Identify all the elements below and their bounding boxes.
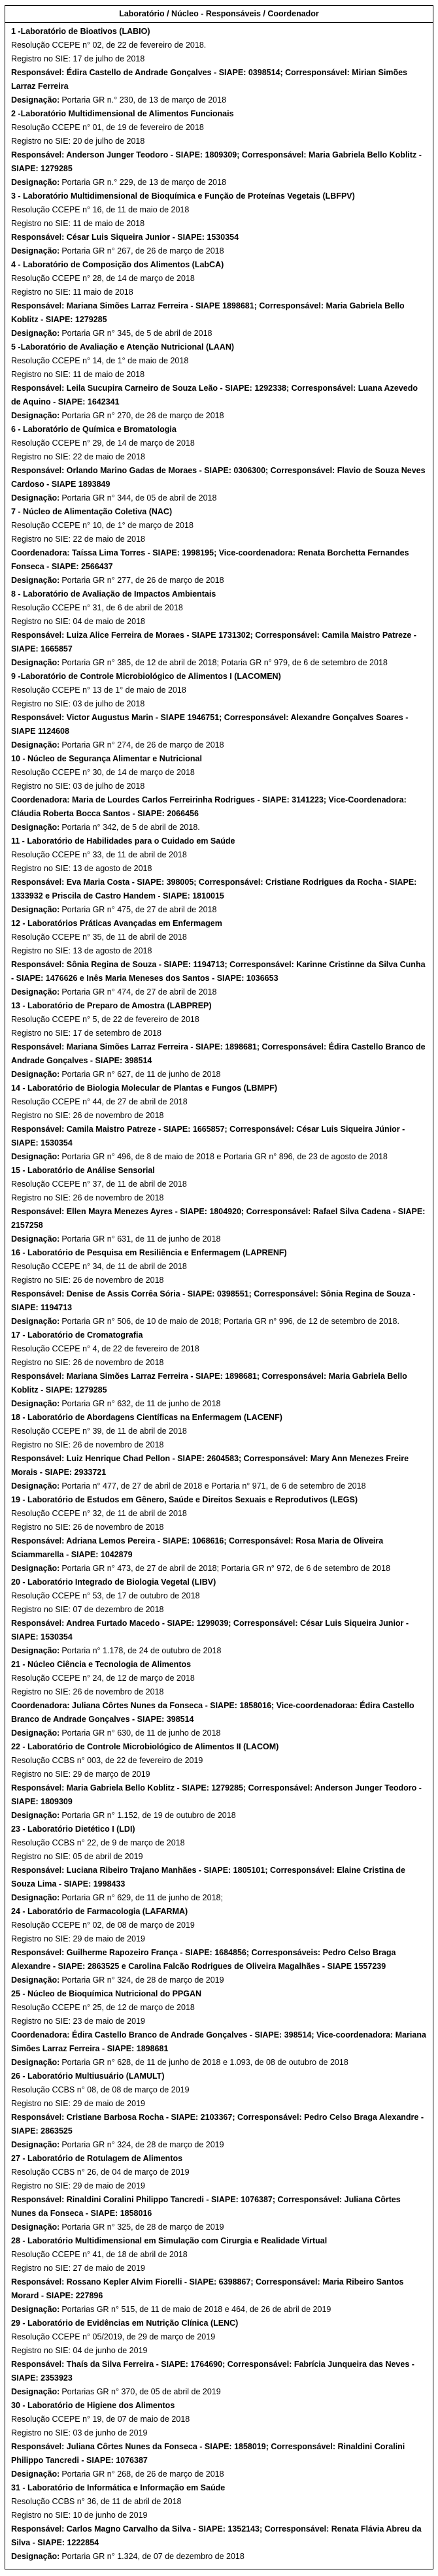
entry xyxy=(11,2152,427,2234)
entry-designacao-text: Portaria GR n° 506, de 10 de maio de 2018; Portaria GR n° 996, de 12 de setembro de 2018. xyxy=(61,1317,399,1326)
entry-title: 6 - Laboratório de Química e Bromatologia xyxy=(11,425,177,434)
entry-registro: Registro no SIE: 10 de junho de 2019 xyxy=(11,2511,148,2520)
entry-responsavel: Responsável: Ellen Mayra Menezes Ayres - SIAPE: 1804920; Corresponsável: Rafael Silva Cadena - SIAPE: 2157258 xyxy=(11,1207,426,1230)
entry-registro: Registro no SIE: 04 de junho de 2019 xyxy=(11,2346,148,2355)
entry xyxy=(11,999,427,1082)
entry-designacao-text: Portaria GR n° 324, de 28 de março de 2019 xyxy=(61,1975,224,1985)
entry-resolucao: Resolução CCEPE n° 16, de 11 de maio de 2018 xyxy=(11,205,190,214)
entry-title: 5 -Laboratório de Avaliação e Atenção Nutricional (LAAN) xyxy=(11,342,235,352)
entry-resolucao: Resolução CCEPE n° 28, de 14 de março de 2018 xyxy=(11,274,195,283)
entry-designacao-label: Designação: xyxy=(11,576,60,585)
entry-responsavel: Responsável: Anderson Junger Teodoro - SIAPE: 1809309; Corresponsável: Maria Gabriela Bello Koblitz - SIAPE: 1279285 xyxy=(11,150,422,173)
entry-designacao-label: Designação: xyxy=(11,1234,60,1244)
entry-title: 14 - Laboratório de Biologia Molecular de Plantas e Fungos (LBMPF) xyxy=(11,1083,277,1093)
entry-registro: Registro no SIE: 11 maio de 2018 xyxy=(11,288,133,297)
entry-designacao xyxy=(11,2550,427,2564)
entry-designacao xyxy=(11,327,427,340)
entry-designacao xyxy=(11,2303,427,2317)
entry-responsavel: Responsável: Carlos Magno Carvalho da Silva - SIAPE: 1352143; Corresponsável: Renata Flávia Abreu da Silva - SIAPE: 1222854 xyxy=(11,2524,422,2547)
entry-resolucao: Resolução CCBS n° 36, de 11 de abril de 2018 xyxy=(11,2497,182,2506)
entry-resolucao: Resolução CCEPE n° 19, de 07 de maio de 2018 xyxy=(11,2415,190,2424)
entry-designacao-text: Portaria GR n° 385, de 12 de abril de 2018; Potaria GR n° 979, de 6 de setembro de 2018 xyxy=(61,658,388,667)
entry-title: 21 - Núcleo Ciência e Tecnologia de Alimentos xyxy=(11,1660,192,1669)
entry-resolucao: Resolução CCEPE n° 30, de 14 de março de 2018 xyxy=(11,768,195,777)
entry-designacao-text: Portaria GR n° 1.152, de 19 de outubro de 2018 xyxy=(61,1811,236,1820)
entry-designacao xyxy=(11,1809,427,1823)
entry-title: 30 - Laboratório de Higiene dos Alimentos xyxy=(11,2401,175,2410)
entry-designacao xyxy=(11,1562,427,1576)
entry-responsavel: Responsável: Orlando Marino Gadas de Moraes - SIAPE: 0306300; Corresponsável: Flavio de Souza Neves Cardoso - SIAPE 1893849 xyxy=(11,466,426,489)
entry-designacao xyxy=(11,985,427,999)
entry-registro: Registro no SIE: 11 de maio de 2018 xyxy=(11,370,145,379)
entry-responsavel: Responsável: Camila Maistro Patreze - SIAPE: 1665857; Corresponsável: César Luis Siqueira Júnior - SIAPE: 1530354 xyxy=(11,1125,405,1148)
entry-designacao xyxy=(11,1644,427,1658)
entry-responsavel: Responsável: Leila Sucupira Carneiro de Souza Leão - SIAPE: 1292338; Corresponsável: Luana Azevedo de Aquino - SIAPE: 1642341 xyxy=(11,384,418,406)
entry xyxy=(11,505,427,587)
entry xyxy=(11,1658,427,1740)
entry-registro: Registro no SIE: 05 de abril de 2019 xyxy=(11,1852,143,1861)
entry-resolucao: Resolução CCEPE n° 39, de 11 de abril de 2018 xyxy=(11,1427,187,1436)
entry-designacao xyxy=(11,491,427,505)
entry-designacao-text: Portaria GR n° 270, de 26 de março de 2018 xyxy=(61,411,224,420)
entry-designacao xyxy=(11,1150,427,1164)
entry-designacao-label: Designação: xyxy=(11,1564,60,1573)
entry-title: 4 - Laboratório de Composição dos Alimentos (LabCA) xyxy=(11,260,224,269)
entry-responsavel: Responsável: Cristiane Barbosa Rocha - SIAPE: 2103367; Corresponsável: Pedro Celso Braga Alexandre - SIAPE: 2863525 xyxy=(11,2113,424,2136)
entry-title: 12 - Laboratórios Práticas Avançadas em Enfermagem xyxy=(11,919,222,928)
entry-resolucao: Resolução CCEPE n° 13 de 1° de maio de 2018 xyxy=(11,685,186,695)
entry-responsavel: Responsável: Guilherme Rapozeiro França - SIAPE: 1684856; Corresponsáveis: Pedro Celso Braga Alexandre - SIAPE: 2863525 e Carolina Falcão Rodrigues de Oliveira Magalhães - SIAPE 1557239 xyxy=(11,1948,396,1971)
entry-registro: Registro no SIE: 17 de julho de 2018 xyxy=(11,54,145,63)
entry xyxy=(11,670,427,752)
entry-designacao-text: Portaria GR n° 627, de 11 de junho de 2018 xyxy=(61,1070,221,1079)
entry xyxy=(11,2481,427,2564)
entry-title: 7 - Núcleo de Alimentação Coletiva (NAC) xyxy=(11,507,173,516)
entry-responsavel: Responsável: Luiza Alice Ferreira de Moraes - SIAPE 1731302; Corresponsável: Camila Maistro Patreze - SIAPE: 1665857 xyxy=(11,631,416,653)
entry-designacao xyxy=(11,244,427,258)
entry-designacao-text: Portaria GR n° 268, de 26 de março de 2018 xyxy=(61,2469,224,2479)
entry-responsavel: Responsável: Mariana Simões Larraz Ferreira - SIAPE: 1898681; Corresponsável: Maria Gabriela Bello Koblitz - SIAPE: 1279285 xyxy=(11,1372,407,1395)
entry-resolucao: Resolução CCEPE n° 41, de 18 de abril de 2018 xyxy=(11,2250,188,2259)
entry-responsavel: Responsável: Rossano Kepler Alvim Fiorelli - SIAPE: 6398867; Corresponsável: Maria Ribeiro Santos Morard - SIAPE: 227896 xyxy=(11,2277,404,2300)
entry-designacao xyxy=(11,574,427,587)
entry-designacao xyxy=(11,1397,427,1411)
entry-designacao-label: Designação: xyxy=(11,740,60,750)
entry-designacao-label: Designação: xyxy=(11,411,60,420)
entry xyxy=(11,340,427,423)
entry-title: 28 - Laboratório Multidimensional em Simulação com Cirurgia e Realidade Virtual xyxy=(11,2236,328,2245)
entry xyxy=(11,1740,427,1823)
entry-responsavel: Responsável: Luciana Ribeiro Trajano Manhães - SIAPE: 1805101; Corresponsável: Elaine Cristina de Souza Lima - SIAPE: 1998433 xyxy=(11,1866,405,1889)
entry-title: 23 - Laboratório Dietético I (LDI) xyxy=(11,1825,135,1834)
entry-registro: Registro no SIE: 03 de junho de 2019 xyxy=(11,2428,148,2437)
entry-designacao xyxy=(11,2468,427,2481)
entry-title: 24 - Laboratório de Farmacologia (LAFARMA) xyxy=(11,1907,188,1916)
entry-resolucao: Resolução CCBS n° 26, de 04 de março de 2019 xyxy=(11,2168,190,2177)
entry-designacao xyxy=(11,2056,427,2070)
entry xyxy=(11,2070,427,2152)
entry-title: 1 -Laboratório de Bioativos (LABIO) xyxy=(11,27,150,36)
entry-designacao-text: Portaria GR n° 631, de 11 de junho de 2018 xyxy=(61,1234,221,1244)
entry-designacao-label: Designação: xyxy=(11,2469,60,2479)
entry-title: 22 - Laboratório de Controle Microbiológico de Alimentos II (LACOM) xyxy=(11,1742,279,1751)
entry-designacao xyxy=(11,1315,427,1329)
entry-designacao-label: Designação: xyxy=(11,1070,60,1079)
entry-responsavel: Responsável: Eva Maria Costa - SIAPE: 398005; Corresponsável: Cristiane Rodrigues da Rocha - SIAPE: 1333932 e Priscila de Castro Handem - SIAPE: 1810015 xyxy=(11,878,417,900)
entry-registro: Registro no SIE: 26 de novembro de 2018 xyxy=(11,1523,164,1532)
entry-responsavel: Responsável: Rinaldini Coralini Philippo Tancredi - SIAPE: 1076387; Corresponsável: Juliana Côrtes Nunes da Fonseca - SIAPE: 1858016 xyxy=(11,2195,401,2218)
entry xyxy=(11,107,427,190)
entry-responsavel: Responsável: Maria Gabriela Bello Koblitz - SIAPE: 1279285; Corresponsável: Anderson Junger Teodoro - SIAPE: 1809309 xyxy=(11,1783,422,1806)
entry-registro: Registro no SIE: 20 de julho de 2018 xyxy=(11,137,145,146)
entry-registro: Registro no SIE: 04 de maio de 2018 xyxy=(11,617,145,626)
entry xyxy=(11,1411,427,1493)
entry-responsavel: Responsável: César Luis Siqueira Junior - SIAPE: 1530354 xyxy=(11,233,239,242)
entry-resolucao: Resolução CCEPE n° 33, de 11 de abril de 2018 xyxy=(11,850,187,859)
entry-designacao-text: Portaria n° 342, de 5 de abril de 2018. xyxy=(61,823,200,832)
entry-registro: Registro no SIE: 29 de março de 2019 xyxy=(11,1770,150,1779)
entry-resolucao: Resolução CCEPE n° 44, de 27 de abril de 2018 xyxy=(11,1097,188,1106)
entry-title: 25 - Núcleo de Bioquímica Nutricional do PPGAN xyxy=(11,1989,202,1998)
entry-designacao xyxy=(11,409,427,423)
entry-responsavel: Responsável: Adriana Lemos Pereira - SIAPE: 1068616; Corresponsável: Rosa Maria de Oliveira Sciammarella - SIAPE: 1042879 xyxy=(11,1536,384,1559)
entry-registro: Registro no SIE: 13 de agosto de 2018 xyxy=(11,946,152,955)
entry-designacao-label: Designação: xyxy=(11,1399,60,1408)
entry xyxy=(11,2399,427,2481)
entry-designacao xyxy=(11,821,427,834)
entry-designacao-text: Portaria GR n° 630, de 11 de junho de 2018 xyxy=(61,1728,221,1738)
entry-registro: Registro no SIE: 03 de julho de 2018 xyxy=(11,699,145,708)
entry-resolucao: Resolução CCEPE n° 32, de 11 de abril de 2018 xyxy=(11,1509,187,1518)
entry xyxy=(11,190,427,258)
entry-registro: Registro no SIE: 11 de maio de 2018 xyxy=(11,219,145,228)
entry-designacao-text: Portarias GR n° 370, de 05 de abril de 2019 xyxy=(61,2387,221,2396)
entry xyxy=(11,1905,427,1987)
entry-responsavel: Responsável: Denise de Assis Corrêa Sória - SIAPE: 0398551; Corresponsável: Sônia Regina de Souza - SIAPE: 1194713 xyxy=(11,1289,416,1312)
entry xyxy=(11,258,427,340)
entry-designacao-text: Portaria n° 477, de 27 de abril de 2018 e Portaria n° 971, de 6 de setembro de 2018 xyxy=(61,1481,366,1491)
entry-resolucao: Resolução CCEPE n° 24, de 12 de março de 2018 xyxy=(11,1674,195,1683)
entry-registro: Registro no SIE: 03 de julho de 2018 xyxy=(11,782,145,791)
entry-resolucao: Resolução CCBS n° 08, de 08 de março de 2019 xyxy=(11,2085,190,2094)
entry-resolucao: Resolução CCEPE n° 5, de 22 de fevereiro de 2018 xyxy=(11,1015,199,1024)
entry-registro: Registro no SIE: 29 de maio de 2019 xyxy=(11,1934,145,1943)
entry-registro: Registro no SIE: 26 de novembro de 2018 xyxy=(11,1276,164,1285)
entry-registro: Registro no SIE: 29 de maio de 2019 xyxy=(11,2181,145,2190)
entry-title: 26 - Laboratório Multiusuário (LAMULT) xyxy=(11,2072,165,2081)
entry-designacao-label: Designação: xyxy=(11,2552,60,2561)
entry-responsavel: Responsável: Édira Castello de Andrade Gonçalves - SIAPE: 0398514; Corresponsável: Mirian Simões Larraz Ferreira xyxy=(11,68,408,91)
entry-title: 11 - Laboratório de Habilidades para o Cuidado em Saúde xyxy=(11,836,235,846)
entry-responsavel: Responsável: Thaís da Silva Ferreira - SIAPE: 1764690; Corresponsável: Fabrícia Junqueira das Neves - SIAPE: 2353923 xyxy=(11,2360,414,2383)
entry-resolucao: Resolução CCEPE n° 02, de 22 de fevereiro de 2018. xyxy=(11,41,207,50)
entry-designacao xyxy=(11,1232,427,1246)
entry-resolucao: Resolução CCEPE n° 10, de 1° de março de 2018 xyxy=(11,521,194,530)
entry-resolucao: Resolução CCEPE n° 29, de 14 de março de 2018 xyxy=(11,438,195,448)
entry-designacao-label: Designação: xyxy=(11,1811,60,1820)
entry-resolucao: Resolução CCEPE n° 35, de 11 de abril de 2018 xyxy=(11,933,187,942)
entry-designacao xyxy=(11,1726,427,1740)
entry-designacao xyxy=(11,2385,427,2399)
entry-designacao xyxy=(11,1973,427,1987)
entry xyxy=(11,2234,427,2317)
entry-resolucao: Resolução CCEPE n° 37, de 11 de abril de 2018 xyxy=(11,1180,187,1189)
entry-registro: Registro no SIE: 27 de maio de 2019 xyxy=(11,2264,145,2273)
entry-designacao-text: Portarias GR n° 515, de 11 de maio de 2018 e 464, de 26 de abril de 2019 xyxy=(61,2305,331,2314)
entry-designacao xyxy=(11,1479,427,1493)
entry-title: 3 - Laboratório Multidimensional de Bioquímica e Função de Proteínas Vegetais (LBFPV) xyxy=(11,191,355,201)
entry-designacao-label: Designação: xyxy=(11,2387,60,2396)
entry-designacao-text: Portaria GR n° 274, de 26 de março de 2018 xyxy=(61,740,224,750)
entry-designacao xyxy=(11,1891,427,1905)
entry-responsavel: Responsável: Victor Augustus Marin - SIAPE 1946751; Corresponsável: Alexandre Gonçalves Soares - SIAPE 1124608 xyxy=(11,713,409,736)
entry-title: 17 - Laboratório de Cromatografia xyxy=(11,1330,143,1340)
entry-designacao-label: Designação: xyxy=(11,2140,60,2149)
entry-designacao-text: Portaria GR n° 267, de 26 de março de 2018 xyxy=(61,246,224,256)
entry-designacao xyxy=(11,2138,427,2152)
entry-designacao-text: Portaria GR n.° 230, de 13 de março de 2018 xyxy=(61,95,227,105)
entry xyxy=(11,752,427,834)
entry-title: 20 - Laboratório Integrado de Biologia Vegetal (LIBV) xyxy=(11,1577,216,1587)
entry-designacao-label: Designação: xyxy=(11,95,60,105)
entry-resolucao: Resolução CCEPE n° 02, de 08 de março de 2019 xyxy=(11,1921,195,1930)
entry-designacao-text: Portaria GR n° 345, de 5 de abril de 2018 xyxy=(61,329,212,338)
entry-registro: Registro no SIE: 29 de maio de 2019 xyxy=(11,2099,145,2108)
entry-registro: Registro no SIE: 22 de maio de 2018 xyxy=(11,535,145,544)
entry-registro: Registro no SIE: 26 de novembro de 2018 xyxy=(11,1440,164,1449)
entry-resolucao: Resolução CCEPE n° 14, de 1° de maio de 2018 xyxy=(11,356,189,365)
entry-resolucao: Resolução CCBS n° 003, de 22 de fevereiro de 2019 xyxy=(11,1756,203,1765)
entry xyxy=(11,1246,427,1329)
entry-resolucao: Resolução CCEPE n° 31, de 6 de abril de 2018 xyxy=(11,603,183,612)
entry-designacao-label: Designação: xyxy=(11,493,60,503)
entry-designacao-text: Portaria GR n° 496, de 8 de maio de 2018 e Portaria GR n° 896, de 23 de agosto de 2018 xyxy=(61,1152,388,1161)
entry-responsavel: Responsável: Juliana Côrtes Nunes da Fonseca - SIAPE: 1858019; Corresponsável: Rinaldini Coralini Philippo Tancredi - SIAPE: 1076387 xyxy=(11,2442,405,2465)
entry-registro: Registro no SIE: 23 de maio de 2019 xyxy=(11,2017,145,2026)
entry-designacao-label: Designação: xyxy=(11,1481,60,1491)
entry-designacao xyxy=(11,2221,427,2234)
entry-designacao-label: Designação: xyxy=(11,2222,60,2232)
entry-resolucao: Resolução CCBS n° 22, de 9 de março de 2018 xyxy=(11,1838,185,1847)
entry xyxy=(11,1823,427,1905)
entry-title: 2 -Laboratório Multidimensional de Alimentos Funcionais xyxy=(11,109,234,118)
entry-designacao-label: Designação: xyxy=(11,905,60,914)
entry xyxy=(11,1329,427,1411)
entry-designacao xyxy=(11,176,427,190)
entry-title: 27 - Laboratório de Rotulagem de Alimentos xyxy=(11,2154,183,2163)
entry-designacao-label: Designação: xyxy=(11,823,60,832)
entry-designacao-text: Portaria GR n° 632, de 11 de junho de 2018 xyxy=(61,1399,221,1408)
entry-registro: Registro no SIE: 26 de novembro de 2018 xyxy=(11,1193,164,1202)
entry-title: 16 - Laboratório de Pesquisa em Resiliência e Enfermagem (LAPRENF) xyxy=(11,1248,287,1257)
entry-designacao-label: Designação: xyxy=(11,329,60,338)
entry-title: 13 - Laboratório de Preparo de Amostra (LABPREP) xyxy=(11,1001,212,1010)
entry-resolucao: Resolução CCEPE n° 53, de 17 de outubro de 2018 xyxy=(11,1591,200,1600)
entry-title: 31 - Laboratório de Informática e Informação em Saúde xyxy=(11,2483,226,2492)
entry xyxy=(11,423,427,505)
entry xyxy=(11,2317,427,2399)
entries xyxy=(5,23,433,2569)
entry-designacao-text: Portaria GR n° 629, de 11 de junho de 2018; xyxy=(61,1893,223,1902)
entry-resolucao: Resolução CCEPE n° 25, de 12 de março de 2018 xyxy=(11,2003,195,2012)
entry xyxy=(11,1987,427,2070)
document-title: Laboratório / Núcleo - Responsáveis / Coordenador xyxy=(5,6,433,23)
entry xyxy=(11,834,427,917)
entry-responsavel: Responsável: Sônia Regina de Souza - SIAPE: 1194713; Corresponsável: Karinne Cristinne da Silva Cunha - SIAPE: 1476626 e Inês Maria Meneses dos Santos - SIAPE: 1036653 xyxy=(11,960,426,983)
entry-responsavel: Coordenadora: Maria de Lourdes Carlos Ferreirinha Rodrigues - SIAPE: 3141223; Vice-Coordenadora: Cláudia Roberta Bocca Santos - SIAPE: 2066456 xyxy=(11,795,407,818)
entry-registro: Registro no SIE: 26 de novembro de 2018 xyxy=(11,1111,164,1120)
entry-designacao xyxy=(11,93,427,107)
entry-resolucao: Resolução CCEPE n° 34, de 11 de abril de 2018 xyxy=(11,1262,187,1271)
entry xyxy=(11,25,427,107)
entry xyxy=(11,1576,427,1658)
entry-registro: Registro no SIE: 26 de novembro de 2018 xyxy=(11,1358,164,1367)
entry-title: 19 - Laboratório de Estudos em Gênero, Saúde e Direitos Sexuais e Reprodutivos (LEGS) xyxy=(11,1495,358,1504)
entry-designacao-label: Designação: xyxy=(11,1152,60,1161)
entry-title: 18 - Laboratório de Abordagens Científicas na Enfermagem (LACENF) xyxy=(11,1413,282,1422)
entry-designacao-label: Designação: xyxy=(11,246,60,256)
entry-designacao-text: Portaria n° 1.178, de 24 de outubro de 2018 xyxy=(61,1646,222,1655)
entry-designacao-text: Portaria GR n° 628, de 11 de junho de 2018 e 1.093, de 08 de outubro de 2018 xyxy=(61,2058,348,2067)
entry-designacao xyxy=(11,738,427,752)
entry-designacao-text: Portaria GR n.° 229, de 13 de março de 2018 xyxy=(61,178,227,187)
entry-responsavel: Responsável: Luiz Henrique Chad Pellon - SIAPE: 2604583; Corresponsável: Mary Ann Menezes Freire Morais - SIAPE: 2933721 xyxy=(11,1454,409,1477)
entry-designacao-label: Designação: xyxy=(11,1646,60,1655)
doc-table xyxy=(5,5,433,2569)
entry-designacao-text: Portaria GR n° 475, de 27 de abril de 2018 xyxy=(61,905,217,914)
entry-designacao-label: Designação: xyxy=(11,658,60,667)
entry-registro: Registro no SIE: 22 de maio de 2018 xyxy=(11,452,145,461)
entry-designacao-text: Portaria GR n° 277, de 26 de março de 2018 xyxy=(61,576,224,585)
entry-designacao-label: Designação: xyxy=(11,1893,60,1902)
entry-registro: Registro no SIE: 07 de dezembro de 2018 xyxy=(11,1605,164,1614)
entry xyxy=(11,1082,427,1164)
entry-designacao-text: Portaria GR n° 473, de 27 de abril de 2018; Portaria GR n° 972, de 6 de setembro de 2018 xyxy=(61,1564,391,1573)
entry-title: 10 - Núcleo de Segurança Alimentar e Nutricional xyxy=(11,754,202,763)
entry-designacao-label: Designação: xyxy=(11,178,60,187)
entry-title: 9 -Laboratório de Controle Microbiológico de Alimentos I (LACOMEN) xyxy=(11,672,281,681)
entry-responsavel: Responsável: Mariana Simões Larraz Ferreira - SIAPE 1898681; Corresponsável: Maria Gabriela Bello Koblitz - SIAPE: 1279285 xyxy=(11,301,405,324)
entry-designacao-label: Designação: xyxy=(11,2305,60,2314)
entry-designacao xyxy=(11,656,427,670)
entry xyxy=(11,1164,427,1246)
entry-designacao-label: Designação: xyxy=(11,1975,60,1985)
entry-resolucao: Resolução CCEPE n° 4, de 22 de fevereiro de 2018 xyxy=(11,1344,199,1353)
entry-responsavel: Coordenadora: Juliana Côrtes Nunes da Fonseca - SIAPE: 1858016; Vice-coordenadoraa: Édira Castello Branco de Andrade Gonçalves - SIAPE: 398514 xyxy=(11,1701,414,1724)
entry-title: 8 - Laboratório de Avaliação de Impactos Ambientais xyxy=(11,589,216,599)
entry xyxy=(11,917,427,999)
entry-designacao-text: Portaria GR n° 1.324, de 07 de dezembro de 2018 xyxy=(61,2552,244,2561)
entry-resolucao: Resolução CCEPE n° 05/2019, de 29 de março de 2019 xyxy=(11,2332,216,2341)
entry-responsavel: Coordenadora: Taíssa Lima Torres - SIAPE: 1998195; Vice-coordenadora: Renata Borchetta Fernandes Fonseca - SIAPE: 2566437 xyxy=(11,548,409,571)
entry xyxy=(11,1493,427,1576)
entry-title: 15 - Laboratório de Análise Sensorial xyxy=(11,1166,155,1175)
entry-designacao xyxy=(11,1068,427,1082)
entry-responsavel: Responsável: Andrea Furtado Macedo - SIAPE: 1299039; Corresponsável: César Luis Siqueira Junior - SIAPE: 1530354 xyxy=(11,1619,409,1642)
entry-designacao-label: Designação: xyxy=(11,2058,60,2067)
entry-designacao-label: Designação: xyxy=(11,987,60,997)
entry-registro: Registro no SIE: 26 de novembro de 2018 xyxy=(11,1687,164,1696)
entry-designacao-text: Portaria GR n° 325, de 28 de março de 2019 xyxy=(61,2222,224,2232)
entry-registro: Registro no SIE: 13 de agosto de 2018 xyxy=(11,864,152,873)
entry-designacao-text: Portaria GR n° 474, de 27 de abril de 2018 xyxy=(61,987,217,997)
entry-responsavel: Responsável: Mariana Simões Larraz Ferreira - SIAPE: 1898681; Corresponsável: Édira Castello Branco de Andrade Gonçalves - SIAPE: 398514 xyxy=(11,1042,426,1065)
entry-responsavel: Coordenadora: Édira Castello Branco de Andrade Gonçalves - SIAPE: 398514; Vice-coordenadora: Mariana Simões Larraz Ferreira - SIAPE: 1898681 xyxy=(11,2030,426,2053)
entry-designacao xyxy=(11,903,427,917)
entry-designacao-text: Portaria GR n° 324, de 28 de março de 2019 xyxy=(61,2140,224,2149)
entry-designacao-label: Designação: xyxy=(11,1317,60,1326)
entry xyxy=(11,587,427,670)
entry-designacao-label: Designação: xyxy=(11,1728,60,1738)
entry-designacao-text: Portaria GR n° 344, de 05 de abril de 2018 xyxy=(61,493,217,503)
entry-title: 29 - Laboratório de Evidências em Nutrição Clínica (LENC) xyxy=(11,2319,239,2328)
entry-registro: Registro no SIE: 17 de setembro de 2018 xyxy=(11,1029,162,1038)
entry-resolucao: Resolução CCEPE n° 01, de 19 de fevereiro de 2018 xyxy=(11,123,204,132)
